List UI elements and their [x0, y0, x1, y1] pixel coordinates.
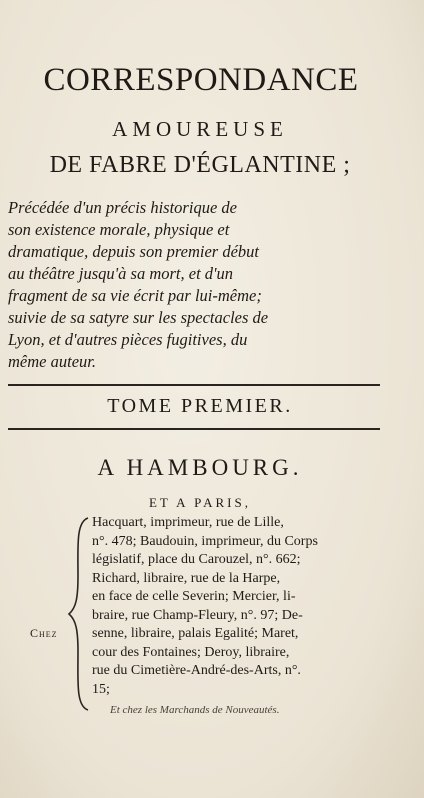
description-line: son existence morale, physique et — [8, 220, 230, 239]
title-line-2: AMOUREUSE — [112, 117, 288, 141]
description-line: Lyon, et d'autres pièces fugitives, du — [8, 330, 248, 349]
description-line: dramatique, depuis son premier début — [8, 242, 259, 261]
publishers-list — [92, 514, 392, 699]
description-line: Précédée d'un précis historique de — [8, 198, 237, 217]
subtitle-description — [8, 197, 390, 373]
publisher-line: cour des Fontaines; Deroy, libraire, — [92, 644, 290, 660]
title-line-1: CORRESPONDANCE — [43, 62, 359, 98]
chez-label: Chez — [30, 626, 58, 640]
imprint-footer: Et chez les Marchands de Nouveautés. — [110, 704, 280, 716]
publisher-line: en face de celle Severin; Mercier, li- — [92, 589, 296, 604]
description-line: même auteur. — [8, 352, 96, 371]
top-rule — [8, 384, 380, 386]
publisher-line: n°. 478; Baudouin, imprimeur, du Corps — [92, 533, 318, 549]
volume-label: TOME PREMIER. — [107, 395, 293, 417]
publisher-line: législatif, place du Carouzel, n°. 662; — [92, 552, 301, 567]
publisher-line: senne, libraire, palais Egalité; Maret, — [92, 626, 299, 641]
publisher-line: braire, rue Champ-Fleury, n°. 97; De- — [92, 607, 303, 623]
publisher-line: rue du Cimetière-André-des-Arts, n°. — [92, 663, 301, 678]
publisher-line: Hacquart, imprimeur, rue de Lille, — [92, 515, 284, 530]
description-line: suivie de sa satyre sur les spectacles de — [8, 308, 269, 327]
description-line: au théâtre jusqu'à sa mort, et d'un — [8, 264, 234, 283]
curly-brace-icon — [66, 516, 94, 712]
title-line-3: DE FABRE D'ÉGLANTINE ; — [49, 152, 351, 178]
publisher-line: 15; — [92, 681, 110, 697]
imprint-and-paris: ET A PARIS, — [148, 495, 251, 510]
imprint-city: A HAMBOURG. — [97, 455, 303, 480]
description-line: fragment de sa vie écrit par lui-même; — [8, 286, 262, 305]
bottom-rule — [8, 428, 380, 430]
publisher-line: Richard, libraire, rue de la Harpe, — [92, 570, 281, 586]
